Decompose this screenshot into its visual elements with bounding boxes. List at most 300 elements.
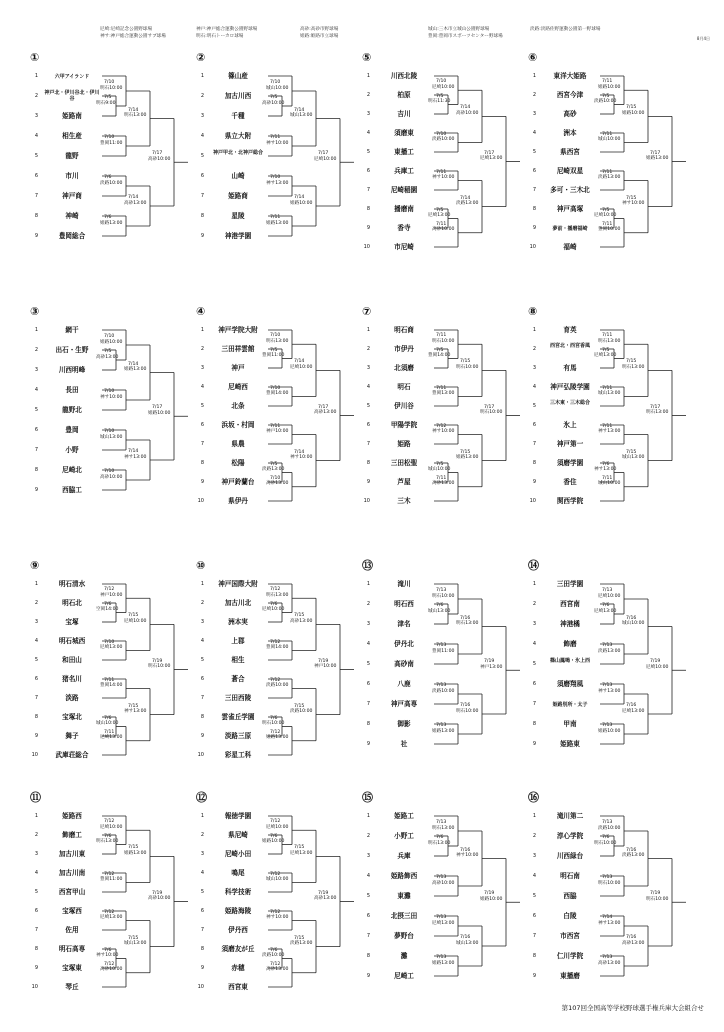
team-seq: 6 xyxy=(532,168,536,174)
r3-date: 7/15 xyxy=(626,195,637,201)
page-date: 8月4日 xyxy=(696,36,710,41)
final-date: 7/17 xyxy=(152,151,163,157)
r2-venue: 豊岡14:00 xyxy=(266,391,289,396)
r2-date: 7/11 xyxy=(602,79,613,85)
r2-date: 7/13 xyxy=(602,875,613,880)
r2-date: 7/11 xyxy=(602,333,613,339)
team-seq: 9 xyxy=(532,973,536,979)
team-seq: 6 xyxy=(532,422,536,428)
r2-venue: 明石10:00 xyxy=(432,593,455,599)
team-seq: 2 xyxy=(200,346,204,352)
team-name: 洲本実 xyxy=(228,618,248,626)
team-name: 姫路南 xyxy=(62,112,82,120)
team-name: 姫路工 xyxy=(394,812,414,820)
team-name: 市伊丹 xyxy=(394,345,414,353)
r2-venue: 豊岡14:00 xyxy=(266,645,289,650)
r2-venue: 豊岡11:00 xyxy=(100,877,123,882)
team-seq: 2 xyxy=(34,600,38,606)
bracket-number: ② xyxy=(196,51,206,64)
team-seq: 9 xyxy=(200,479,204,485)
r1b-date: 7/6 xyxy=(104,715,112,721)
team-seq: 6 xyxy=(532,681,536,687)
r3-venue: 神サ13:00 xyxy=(124,709,147,715)
team-seq: 1 xyxy=(34,73,38,79)
team-seq: 9 xyxy=(532,225,536,231)
r2-venue: 明石13:00 xyxy=(266,592,289,598)
team-seq: 3 xyxy=(200,365,204,371)
final-venue: 尼崎13:00 xyxy=(480,156,503,161)
r2-venue: 城山10:00 xyxy=(266,877,289,882)
team-seq: 7 xyxy=(200,695,204,701)
team-name: 滝川 xyxy=(397,580,411,588)
r3-date: 7/15 xyxy=(294,935,305,941)
r2-date: 7/12 xyxy=(270,871,281,877)
r1b-date: 7/5 xyxy=(602,207,610,213)
team-seq: 8 xyxy=(532,206,536,212)
team-name: 西脇 xyxy=(563,892,577,900)
r3-date: 7/15 xyxy=(128,613,139,619)
team-seq: 8 xyxy=(200,946,204,952)
team-name: 姫路別所・太子 xyxy=(552,702,588,708)
team-seq: 9 xyxy=(532,741,536,747)
bracket-number: ⑭ xyxy=(528,559,539,572)
r3-venue: 姫路13:00 xyxy=(124,367,147,372)
team-seq: 9 xyxy=(532,479,536,485)
bracket-number: ① xyxy=(30,51,40,64)
r2-date: 7/6 xyxy=(104,215,112,220)
team-seq: 5 xyxy=(366,149,370,155)
r2-date: 7/12 xyxy=(104,961,115,967)
team-seq: 8 xyxy=(532,460,536,466)
team-name: 三田西陵 xyxy=(224,694,252,702)
team-seq: 9 xyxy=(34,965,38,971)
team-name: 長田 xyxy=(65,386,79,394)
r1b-venue: 明石10:00 xyxy=(262,721,285,726)
r2-venue: 明石10:00 xyxy=(598,880,621,886)
footer-title: 第107回全国高等学校野球選手権兵庫大会組合せ xyxy=(561,1004,704,1012)
r1b-date: 7/6 xyxy=(270,715,278,721)
r2-venue: 高砂13:00 xyxy=(266,481,289,487)
final-date: 7/17 xyxy=(152,405,163,411)
r2-date: 7/12 xyxy=(436,423,447,429)
team-seq: 6 xyxy=(366,913,370,919)
r2-date: 7/13 xyxy=(436,915,447,920)
r3-date: 7/16 xyxy=(626,935,637,940)
bracket-3 xyxy=(362,52,532,292)
r1-date: 7/6 xyxy=(602,835,610,840)
r2-date: 7/13 xyxy=(602,955,613,960)
team-name: 加古川南 xyxy=(58,869,86,877)
r2-venue: 神サ10:00 xyxy=(100,394,123,400)
r2-venue: 淡路10:00 xyxy=(598,825,621,831)
r2-date: 7/10 xyxy=(104,389,115,394)
team-name: 川西北陵 xyxy=(390,72,418,80)
team-seq: 1 xyxy=(532,327,536,333)
bracket-5 xyxy=(30,306,200,546)
r3-date: 7/15 xyxy=(626,359,637,365)
team-seq: 8 xyxy=(366,460,370,466)
bracket-11 xyxy=(362,560,532,800)
r3-venue: 城山13:00 xyxy=(124,941,147,947)
team-seq: 7 xyxy=(532,441,536,447)
r2-date: 7/10 xyxy=(270,80,281,85)
final-date: 7/17 xyxy=(318,151,329,157)
r1b-venue: 城山10:00 xyxy=(428,467,451,472)
team-seq: 4 xyxy=(200,133,204,139)
team-seq: 5 xyxy=(34,657,38,663)
r2-date: 7/10 xyxy=(270,333,281,339)
team-name: 高砂 xyxy=(563,110,577,118)
r1-date: 7/5 xyxy=(436,93,444,99)
team-name: 龍野北 xyxy=(62,406,82,414)
r2-venue: 神戸10:00 xyxy=(100,592,123,598)
r2-date: 7/12 xyxy=(104,909,115,915)
team-name: 網干 xyxy=(65,326,79,334)
team-name: 佐用 xyxy=(65,926,79,934)
r3-date: 7/15 xyxy=(128,703,139,709)
r3-date: 7/14 xyxy=(294,449,305,455)
team-seq: 4 xyxy=(34,638,38,644)
r3-venue: 尼崎13:00 xyxy=(290,850,313,856)
r2-venue: 豊岡13:00 xyxy=(432,391,455,396)
r2-date: 7/6 xyxy=(104,175,112,180)
r1b-date: 7/6 xyxy=(602,461,610,467)
r3-venue: 姫路10:00 xyxy=(622,110,645,116)
team-seq: 7 xyxy=(34,695,38,701)
r2-date: 7/12 xyxy=(104,819,115,825)
team-seq: 2 xyxy=(200,93,204,99)
r2-date: 7/12 xyxy=(270,639,281,645)
team-name: 山崎 xyxy=(231,172,245,180)
team-name: 明石城西 xyxy=(58,637,86,645)
team-seq: 7 xyxy=(366,187,370,193)
r2-date: 7/10 xyxy=(270,475,281,481)
team-seq: 4 xyxy=(200,638,204,644)
team-name: 蒼合 xyxy=(231,675,245,683)
r2-venue: 城山10:00 xyxy=(266,85,289,91)
team-seq: 6 xyxy=(532,913,536,919)
r1b-date: 7/5 xyxy=(270,461,278,467)
r2-venue: 高砂10:00 xyxy=(100,474,123,480)
team-name: 篠山鳳鳴・氷上西 xyxy=(549,658,590,664)
team-seq: 8 xyxy=(34,714,38,720)
r2-venue: 淡路10:00 xyxy=(266,683,289,688)
team-name: 須磨友が丘 xyxy=(221,945,255,953)
r2-date: 7/11 xyxy=(436,333,447,339)
team-seq: 6 xyxy=(34,908,38,914)
r1b-venue: 城山10:00 xyxy=(96,721,119,726)
team-name: 甲陽学院 xyxy=(390,421,418,429)
team-name: 神戸 xyxy=(231,364,245,372)
team-name: 松陽 xyxy=(231,459,245,467)
r3-date: 7/15 xyxy=(626,105,637,111)
team-name: 神戸高塚 xyxy=(556,205,584,213)
r2-venue: 神サ10:00 xyxy=(432,175,455,180)
team-seq: 1 xyxy=(366,327,370,333)
venue-legend-3: 高砂:高砂市野球場 姫路:姫路市立球場 xyxy=(300,27,339,39)
r2-venue: 豊岡11:00 xyxy=(432,648,455,654)
team-name: 神戸甲北・北神戸総合 xyxy=(212,150,263,156)
r2-venue: 明石13:00 xyxy=(266,338,289,344)
r2-date: 7/13 xyxy=(436,683,447,688)
team-seq: 2 xyxy=(200,600,204,606)
team-seq: 3 xyxy=(34,851,38,857)
r2-date: 7/12 xyxy=(270,587,281,593)
r2-date: 7/13 xyxy=(602,588,613,593)
bracket-14 xyxy=(196,792,366,1032)
team-name: 市西宮 xyxy=(560,932,580,940)
team-name: 北摂三田 xyxy=(390,912,418,920)
r2-date: 7/12 xyxy=(270,819,281,825)
team-seq: 4 xyxy=(532,873,536,879)
team-name: 尼崎北 xyxy=(62,466,82,474)
r2-venue: 神サ13:00 xyxy=(266,180,289,186)
r1-venue: 明石9:00 xyxy=(96,100,116,106)
team-seq: 8 xyxy=(532,721,536,727)
team-name: 明石高専 xyxy=(58,945,86,953)
team-name: 洲本 xyxy=(563,129,577,137)
r3-venue: 尼崎10:00 xyxy=(290,364,313,370)
r2-venue: 神戸10:00 xyxy=(266,429,289,434)
team-name: 相生 xyxy=(231,656,245,664)
team-seq: 3 xyxy=(366,621,370,627)
team-name: 淳心学院 xyxy=(556,832,584,840)
bracket-number: ③ xyxy=(30,305,40,318)
team-seq: 10 xyxy=(31,984,38,990)
team-name: 伊川谷 xyxy=(394,402,414,410)
bracket-13 xyxy=(30,792,200,1032)
r2-venue: 豊岡10:00 xyxy=(598,227,621,233)
r3-date: 7/16 xyxy=(626,703,637,708)
r1-venue: 姫路10:00 xyxy=(262,839,285,844)
r3-date: 7/16 xyxy=(460,615,471,621)
team-seq: 8 xyxy=(34,467,38,473)
bracket-1 xyxy=(30,52,200,292)
team-seq: 6 xyxy=(200,173,204,179)
r3-venue: 淡路13:00 xyxy=(290,941,313,947)
r2-date: 7/11 xyxy=(436,475,447,481)
r1-date: 7/5 xyxy=(104,349,112,354)
final-date: 7/19 xyxy=(650,891,661,897)
team-name: 六甲アイランド xyxy=(54,74,90,80)
team-seq: 3 xyxy=(532,853,536,859)
r2-venue: 姫路10:00 xyxy=(598,728,621,734)
team-seq: 3 xyxy=(532,621,536,627)
r3-venue: 城山13:00 xyxy=(456,940,479,946)
r1b-date: 7/5 xyxy=(436,461,444,467)
team-name: 宝塚北 xyxy=(62,713,82,721)
team-seq: 5 xyxy=(366,661,370,667)
final-date: 7/17 xyxy=(484,404,495,410)
final-venue: 高砂13:00 xyxy=(314,896,337,901)
team-seq: 1 xyxy=(532,813,536,819)
bracket-number: ⑫ xyxy=(196,791,207,804)
team-seq: 1 xyxy=(366,73,370,79)
team-name: 仁川学院 xyxy=(556,952,584,960)
r3-date: 7/15 xyxy=(626,449,637,455)
team-name: 三田松聖 xyxy=(390,459,418,467)
final-date: 7/19 xyxy=(152,890,163,896)
team-name: 加古川北 xyxy=(224,599,252,607)
team-seq: 9 xyxy=(34,733,38,739)
team-seq: 1 xyxy=(532,581,536,587)
team-seq: 10 xyxy=(363,244,370,250)
team-seq: 5 xyxy=(34,889,38,895)
team-name: 赤穂 xyxy=(231,964,245,972)
r2-date: 7/13 xyxy=(436,588,447,593)
team-name: 兵庫工 xyxy=(394,167,414,175)
team-seq: 4 xyxy=(34,870,38,876)
team-name: 飾磨工 xyxy=(62,831,82,839)
r1b-venue: 尼崎13:00 xyxy=(428,213,451,218)
r3-date: 7/14 xyxy=(294,107,305,113)
r1b-venue: 淡路13:00 xyxy=(262,467,285,472)
final-venue: 明石10:00 xyxy=(480,410,503,415)
team-seq: 9 xyxy=(366,973,370,979)
final-venue: 神戸13:00 xyxy=(480,664,503,670)
team-seq: 3 xyxy=(34,367,38,373)
r3-venue: 明石13:00 xyxy=(124,113,147,118)
team-name: 三田学園 xyxy=(556,580,584,588)
team-seq: 4 xyxy=(366,641,370,647)
r3-date: 7/16 xyxy=(460,703,471,708)
team-name: 上郡 xyxy=(231,637,245,645)
team-name: 滝川第二 xyxy=(556,812,584,820)
r1-venue: 高砂13:00 xyxy=(96,354,119,360)
bracket-2 xyxy=(196,52,366,292)
team-seq: 9 xyxy=(34,233,38,239)
team-seq: 7 xyxy=(532,933,536,939)
team-name: 姫路西 xyxy=(62,812,82,820)
r2-date: 7/10 xyxy=(104,639,115,645)
team-seq: 9 xyxy=(366,479,370,485)
bracket-10 xyxy=(196,560,366,800)
r2-date: 7/13 xyxy=(602,723,613,728)
team-seq: 3 xyxy=(34,619,38,625)
r2-date: 7/11 xyxy=(602,221,613,227)
team-name: 福崎 xyxy=(563,243,577,251)
r2-venue: 神サ13:00 xyxy=(598,688,621,694)
team-name: 県伊丹 xyxy=(228,497,248,505)
team-name: 神港学園 xyxy=(224,232,252,240)
team-seq: 6 xyxy=(366,681,370,687)
r3-venue: 城山10:00 xyxy=(622,621,645,626)
team-seq: 1 xyxy=(34,327,38,333)
r3-venue: 明石13:00 xyxy=(622,364,645,370)
final-venue: 神戸10:00 xyxy=(314,664,337,669)
team-name: 篠山産 xyxy=(228,72,248,80)
r2-date: 7/10 xyxy=(436,131,447,137)
r3-date: 7/15 xyxy=(294,703,305,709)
r2-date: 7/11 xyxy=(270,215,281,220)
team-name: 姫路商 xyxy=(228,192,248,200)
team-seq: 5 xyxy=(532,403,536,409)
team-name: 三木東・三木総合 xyxy=(549,400,590,406)
team-seq: 9 xyxy=(366,741,370,747)
r3-venue: 高砂13:00 xyxy=(124,200,147,206)
r3-venue: 明石10:00 xyxy=(456,708,479,714)
team-seq: 5 xyxy=(200,403,204,409)
team-seq: 3 xyxy=(366,365,370,371)
r2-venue: 尼崎13:00 xyxy=(100,645,123,650)
team-seq: 8 xyxy=(34,213,38,219)
team-name: 市川 xyxy=(65,172,79,180)
final-date: 7/19 xyxy=(484,659,495,665)
team-name: 千種 xyxy=(231,112,245,120)
r1-venue: 淡路10:00 xyxy=(594,99,617,104)
final-date: 7/19 xyxy=(318,890,329,896)
team-seq: 8 xyxy=(366,953,370,959)
team-name: 伊丹西 xyxy=(228,926,248,934)
r1-date: 7/5 xyxy=(104,95,112,100)
team-seq: 8 xyxy=(34,946,38,952)
bracket-8 xyxy=(528,306,698,546)
r3-date: 7/14 xyxy=(294,359,305,365)
r3-venue: 城山13:00 xyxy=(290,113,313,118)
r3-venue: 淡路13:00 xyxy=(456,201,479,207)
r2-date: 7/12 xyxy=(104,587,115,593)
team-name: 尼崎小田 xyxy=(224,850,252,858)
r3-date: 7/14 xyxy=(460,105,471,111)
r3-venue: 高砂13:00 xyxy=(622,940,645,946)
team-name: 三田祥雲館 xyxy=(221,345,255,353)
team-seq: 2 xyxy=(366,92,370,98)
team-name: 和田山 xyxy=(62,656,82,664)
team-seq: 3 xyxy=(34,113,38,119)
r1-date: 7/6 xyxy=(104,601,112,607)
final-venue: 尼崎10:00 xyxy=(314,156,337,162)
r2-venue: 高砂13:00 xyxy=(266,967,289,973)
r2-date: 7/10 xyxy=(104,135,115,140)
team-name: 鳴尾 xyxy=(231,869,245,877)
team-name: 西宮北・西宮香風 xyxy=(549,343,590,349)
team-seq: 6 xyxy=(34,173,38,179)
final-venue: 明石10:00 xyxy=(646,896,669,902)
r2-date: 7/10 xyxy=(104,429,115,434)
team-seq: 1 xyxy=(366,581,370,587)
team-name: 尼崎稲園 xyxy=(390,186,418,194)
final-date: 7/19 xyxy=(318,658,329,664)
bracket-number: ⑧ xyxy=(528,305,538,318)
final-date: 7/19 xyxy=(484,891,495,897)
team-name: 西宮東 xyxy=(228,983,248,991)
team-seq: 7 xyxy=(532,187,536,193)
team-seq: 2 xyxy=(366,346,370,352)
r2-date: 7/11 xyxy=(602,131,613,137)
team-name: 柏原 xyxy=(397,91,411,99)
team-name: 県西宮 xyxy=(560,148,580,156)
team-name: 神戸学院大附 xyxy=(218,326,258,334)
r1-venue: 高砂10:00 xyxy=(262,100,285,106)
r3-venue: 明石13:00 xyxy=(456,621,479,626)
team-name: 姫路海陵 xyxy=(224,907,252,915)
r2-venue: 城山10:00 xyxy=(598,137,621,142)
team-name: 神戸高専 xyxy=(390,700,418,708)
team-seq: 6 xyxy=(366,168,370,174)
team-name: 明石清水 xyxy=(58,580,86,588)
team-name: 宝塚西 xyxy=(62,907,82,915)
team-name: 星陵 xyxy=(231,212,245,220)
team-name: 明石商 xyxy=(394,326,414,334)
bracket-number: ⑦ xyxy=(362,305,372,318)
r1-venue: 空岡14:00 xyxy=(96,607,119,612)
r2-date: 7/11 xyxy=(436,221,447,227)
team-seq: 4 xyxy=(366,384,370,390)
r2-venue: 神サ10:00 xyxy=(432,429,455,434)
team-seq: 4 xyxy=(532,384,536,390)
final-venue: 高砂10:00 xyxy=(148,156,171,162)
r2-date: 7/10 xyxy=(104,469,115,474)
